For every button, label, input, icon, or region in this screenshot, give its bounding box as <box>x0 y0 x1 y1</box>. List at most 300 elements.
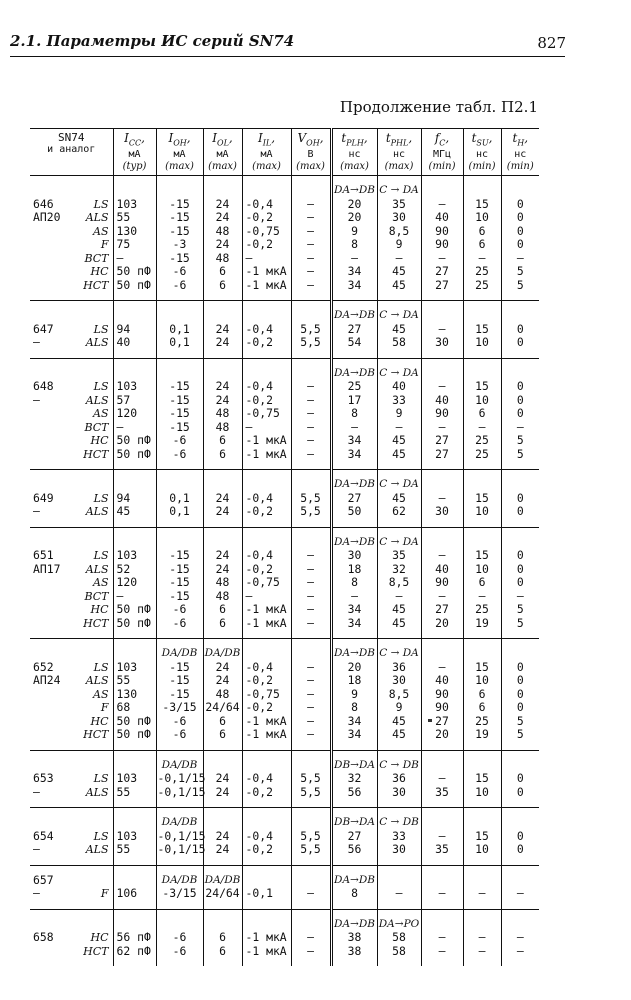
cell-icc <box>113 639 156 751</box>
value: DA/DB <box>161 758 198 771</box>
value: – <box>438 930 446 945</box>
cell-tphl <box>377 527 421 639</box>
value: 8 <box>351 406 358 421</box>
value: 25 <box>347 379 362 394</box>
value: 50 пФ <box>116 433 151 448</box>
value: 35 <box>435 842 449 857</box>
series-label: ALS <box>85 843 109 857</box>
value <box>465 309 500 323</box>
value: – <box>307 588 314 603</box>
analog-part: АП20 <box>33 210 61 225</box>
value: 5 <box>516 713 524 728</box>
value <box>423 367 462 381</box>
analog-part: – <box>33 504 40 519</box>
value: -6 <box>172 433 187 448</box>
value: – <box>307 210 314 225</box>
value: 25 <box>475 713 489 728</box>
value: 24 <box>215 379 230 394</box>
value: – <box>438 828 446 843</box>
value: 19 <box>475 615 489 630</box>
value: 6 <box>219 433 226 448</box>
value: – <box>395 886 403 901</box>
part-number: 652 <box>33 659 54 674</box>
cell-voh <box>291 527 331 639</box>
value: – <box>516 886 524 901</box>
value: – <box>438 379 446 394</box>
value: -6 <box>172 446 187 461</box>
cell-th <box>501 301 539 359</box>
cell-tphl <box>377 750 421 808</box>
value: – <box>516 943 524 958</box>
value: -1 мкА <box>245 602 287 617</box>
cell-th <box>501 358 539 470</box>
value: 5 <box>516 277 524 292</box>
value: -1 мкА <box>245 615 287 630</box>
value: 15 <box>475 321 489 336</box>
series-label: LS <box>93 197 109 211</box>
cell-th <box>501 639 539 751</box>
value: 24 <box>215 196 230 211</box>
cell-iol <box>203 865 242 909</box>
analog-part: АП17 <box>33 561 61 576</box>
value: 24/64 <box>205 700 240 715</box>
value: – <box>395 419 403 434</box>
series-label: HCT <box>83 616 109 630</box>
value <box>465 918 500 932</box>
analog-part: – <box>33 784 40 799</box>
value: 24 <box>215 392 230 407</box>
value <box>465 478 500 492</box>
value: 90 <box>435 223 449 238</box>
cell-th <box>501 750 539 808</box>
value: 90 <box>435 700 449 715</box>
value: 55 <box>116 673 131 688</box>
cell-tphl <box>377 909 421 966</box>
value: 34 <box>347 602 362 617</box>
value: -0,2 <box>245 335 273 350</box>
value: 34 <box>347 446 362 461</box>
value: 130 <box>116 223 138 238</box>
value <box>465 816 500 830</box>
value: 24 <box>215 504 230 519</box>
value: 0 <box>516 659 524 674</box>
value: 50 пФ <box>116 446 151 461</box>
value: -0,2 <box>245 210 273 225</box>
cell-iil <box>242 358 291 470</box>
value: -1 мкА <box>245 277 287 292</box>
value: 34 <box>347 277 362 292</box>
value <box>244 874 290 888</box>
value: 45 <box>392 446 406 461</box>
value: – <box>307 223 314 238</box>
value: 20 <box>347 210 362 225</box>
value: 15 <box>475 490 489 505</box>
value: DA→DB <box>334 478 375 491</box>
cell-tsu <box>463 527 501 639</box>
value: 6 <box>478 700 486 715</box>
value: 57 <box>116 392 131 407</box>
value: 9 <box>395 406 403 421</box>
value: 18 <box>347 561 362 576</box>
value: 34 <box>347 713 362 728</box>
value: 103 <box>116 828 138 843</box>
value: -1 мкА <box>245 446 287 461</box>
value: -0,1 <box>245 886 273 901</box>
cell-iol <box>203 808 242 866</box>
value: -0,2 <box>245 700 273 715</box>
cell-voh <box>291 358 331 470</box>
value: 0 <box>516 673 524 688</box>
device-row-649 <box>30 470 539 528</box>
value: 56 пФ <box>116 930 151 945</box>
value: – <box>307 561 314 576</box>
value: 6 <box>219 943 226 958</box>
part-number: 651 <box>33 548 54 563</box>
value: 24 <box>215 828 230 843</box>
cell-tphl <box>377 301 421 359</box>
value: 32 <box>347 771 362 786</box>
series-label: AS <box>93 687 109 701</box>
value: 94 <box>116 321 131 336</box>
cell-voh <box>291 865 331 909</box>
value: 50 пФ <box>116 264 151 279</box>
series-label: HC <box>90 931 109 945</box>
cell-voh <box>291 639 331 751</box>
value: – <box>245 588 253 603</box>
cell-tplh <box>331 470 377 528</box>
series-label: ALS <box>85 336 109 350</box>
value: 20 <box>347 659 362 674</box>
value: 15 <box>475 548 489 563</box>
value: 5 <box>516 264 524 279</box>
value: 9 <box>351 686 358 701</box>
cell-tphl <box>377 808 421 866</box>
value: 33 <box>392 828 406 843</box>
value: 25 <box>475 446 489 461</box>
value: -6 <box>172 615 187 630</box>
value: 30 <box>392 210 406 225</box>
value: 5,5 <box>300 784 321 799</box>
value: 75 <box>116 237 131 252</box>
value: 27 <box>435 446 449 461</box>
value: 45 <box>392 490 406 505</box>
value: – <box>307 615 314 630</box>
value: – <box>516 250 524 265</box>
value: DA/DB <box>161 873 198 886</box>
value: 0 <box>516 321 524 336</box>
value: – <box>438 196 446 211</box>
value: 20 <box>435 615 449 630</box>
value: -0,4 <box>245 659 273 674</box>
cell-tsu <box>463 639 501 751</box>
value: 6 <box>219 264 226 279</box>
value: 6 <box>478 223 486 238</box>
value: DA→DB <box>334 873 375 886</box>
value: – <box>307 277 314 292</box>
cell-iil <box>242 750 291 808</box>
value: 15 <box>475 196 489 211</box>
value: – <box>307 419 314 434</box>
cell-iil <box>242 527 291 639</box>
value: 30 <box>392 673 406 688</box>
value: – <box>478 943 486 958</box>
value: 15 <box>475 659 489 674</box>
value: 36 <box>392 659 406 674</box>
value: 24 <box>215 237 230 252</box>
value: -0,4 <box>245 196 273 211</box>
series-label: LS <box>93 491 109 505</box>
value <box>503 918 539 932</box>
value <box>465 184 500 198</box>
series-label: LS <box>93 829 109 843</box>
value <box>423 536 462 550</box>
value: 34 <box>347 433 362 448</box>
value: – <box>438 419 446 434</box>
value: -0,2 <box>245 504 273 519</box>
series-label: HCT <box>83 447 109 461</box>
value: -0,4 <box>245 828 273 843</box>
value: – <box>307 264 314 279</box>
series-label: AS <box>93 576 109 590</box>
value: 27 <box>435 277 449 292</box>
cell-iol <box>203 639 242 751</box>
value: 58 <box>392 335 406 350</box>
value: – <box>438 771 446 786</box>
part-number: 654 <box>33 828 54 843</box>
value: 5,5 <box>300 321 321 336</box>
cell-fc <box>421 301 463 359</box>
value: 27 <box>347 490 362 505</box>
cell-voh <box>291 470 331 528</box>
value: 0 <box>516 575 524 590</box>
value: 5,5 <box>300 828 321 843</box>
cell-th <box>501 470 539 528</box>
value: 8 <box>351 575 358 590</box>
cell-icc <box>113 750 156 808</box>
value: -15 <box>169 561 190 576</box>
value <box>423 874 462 888</box>
value: -15 <box>169 406 190 421</box>
value <box>503 309 539 323</box>
value: 6 <box>219 446 226 461</box>
value: 40 <box>435 210 449 225</box>
value: 40 <box>392 379 406 394</box>
value: – <box>395 250 403 265</box>
value: 8,5 <box>388 686 410 701</box>
value: 33 <box>392 392 406 407</box>
part-number: 647 <box>33 321 54 336</box>
value: 55 <box>116 842 131 857</box>
cell-tsu <box>463 865 501 909</box>
value: 30 <box>392 784 406 799</box>
cell-ioh <box>156 750 206 808</box>
value: 20 <box>347 196 362 211</box>
value: 5 <box>516 602 524 617</box>
value: -0,1/15 <box>157 842 206 857</box>
value: 6 <box>478 575 486 590</box>
value: 25 <box>475 264 489 279</box>
cell-fc <box>421 527 463 639</box>
value: 40 <box>435 392 449 407</box>
value: C → DA <box>379 184 419 197</box>
value: -0,2 <box>245 842 273 857</box>
value: 6 <box>478 406 486 421</box>
value: – <box>351 588 358 603</box>
column-header-tplh: $t_{PLH}$, нс (max) <box>331 129 377 176</box>
value: 20 <box>435 727 449 742</box>
value: 5,5 <box>300 335 321 350</box>
value: -1 мкА <box>245 264 287 279</box>
value: – <box>438 588 446 603</box>
value: – <box>351 419 358 434</box>
value: 50 пФ <box>116 602 151 617</box>
cell-tplh <box>331 909 377 966</box>
value: 35 <box>392 548 406 563</box>
value: DA→DB <box>334 366 375 379</box>
cell-fc <box>421 176 463 301</box>
value: 34 <box>347 727 362 742</box>
value: -15 <box>169 392 190 407</box>
value: – <box>116 250 124 265</box>
series-label: LS <box>93 380 109 394</box>
device-row-654 <box>30 808 539 866</box>
value: 6 <box>219 615 226 630</box>
value: 48 <box>215 223 230 238</box>
value: 55 <box>116 784 131 799</box>
value: 10 <box>475 210 489 225</box>
value: -0,2 <box>245 561 273 576</box>
part-number: 653 <box>33 771 54 786</box>
cell-tphl <box>377 470 421 528</box>
value: 24 <box>215 673 230 688</box>
value: DA/DB <box>161 816 198 829</box>
value: 35 <box>435 784 449 799</box>
value: 58 <box>392 943 406 958</box>
cell-tsu <box>463 358 501 470</box>
column-header-th: $t_H$, нс (min) <box>501 129 539 176</box>
cell-voh <box>291 808 331 866</box>
value: 25 <box>475 277 489 292</box>
value <box>503 647 539 661</box>
cell-ioh <box>156 470 203 528</box>
value: 48 <box>215 588 230 603</box>
value: 15 <box>475 828 489 843</box>
value: – <box>351 250 358 265</box>
value: -0,4 <box>245 321 273 336</box>
cell-fc <box>421 750 463 808</box>
value: 0 <box>516 686 524 701</box>
value: 45 <box>116 504 131 519</box>
value <box>423 816 462 830</box>
cell-iol <box>203 301 242 359</box>
value: – <box>438 321 446 336</box>
value: -0,75 <box>245 575 280 590</box>
value: 19 <box>475 727 489 742</box>
series-label: ALS <box>85 562 109 576</box>
cell-fc <box>421 909 463 966</box>
value: 0,1 <box>169 504 190 519</box>
value: -15 <box>169 210 190 225</box>
value: 90 <box>435 406 449 421</box>
value: -15 <box>169 548 190 563</box>
cell-iol <box>203 358 242 470</box>
cell-ioh <box>156 301 203 359</box>
cell-fc <box>421 639 463 751</box>
value: 103 <box>116 771 138 786</box>
value <box>465 367 500 381</box>
value: 24 <box>215 771 230 786</box>
analog-part: – <box>33 842 40 857</box>
cell-ioh <box>156 527 203 639</box>
value: – <box>307 930 314 945</box>
value: – <box>307 943 314 958</box>
series-label: ALS <box>85 393 109 407</box>
value: 50 пФ <box>116 713 151 728</box>
value: 24 <box>215 335 230 350</box>
value: 62 <box>392 504 406 519</box>
value: 24 <box>215 548 230 563</box>
cell-voh <box>291 176 331 301</box>
value: 0 <box>516 196 524 211</box>
value: 0 <box>516 548 524 563</box>
value: – <box>478 250 486 265</box>
cell-fc <box>421 470 463 528</box>
value: 24 <box>215 490 230 505</box>
cell-iil <box>242 176 291 301</box>
series-label: AS <box>93 407 109 421</box>
value: -1 мкА <box>245 943 287 958</box>
cell-ioh <box>156 639 203 751</box>
cell-icc <box>113 865 156 909</box>
value: 130 <box>116 686 138 701</box>
cell-icc <box>113 301 156 359</box>
value: – <box>478 930 486 945</box>
cell-icc <box>113 909 156 966</box>
value: – <box>516 419 524 434</box>
value: 0 <box>516 335 524 350</box>
value: 27 <box>347 828 362 843</box>
device-row-651 <box>30 527 539 639</box>
value: – <box>307 700 314 715</box>
series-label: ALS <box>85 674 109 688</box>
series-label: F <box>100 887 109 901</box>
value: – <box>478 886 486 901</box>
value: 50 пФ <box>116 277 151 292</box>
value: -0,75 <box>245 686 280 701</box>
cell-iil <box>242 301 291 359</box>
cell-th <box>501 527 539 639</box>
value: – <box>307 886 314 901</box>
cell-tphl <box>377 639 421 751</box>
value: 6 <box>219 713 226 728</box>
value: C → DB <box>379 816 419 829</box>
value: 0 <box>516 784 524 799</box>
value: – <box>516 930 524 945</box>
value: 6 <box>478 237 486 252</box>
value: 45 <box>392 433 406 448</box>
value: 17 <box>347 392 362 407</box>
cell-tplh <box>331 808 377 866</box>
header-rule <box>10 56 565 57</box>
value: -0,4 <box>245 548 273 563</box>
value: 30 <box>435 335 449 350</box>
value <box>293 874 329 888</box>
value: – <box>307 548 314 563</box>
value: – <box>307 686 314 701</box>
value: 0 <box>516 828 524 843</box>
value: -1 мкА <box>245 433 287 448</box>
cell-tsu <box>463 909 501 966</box>
